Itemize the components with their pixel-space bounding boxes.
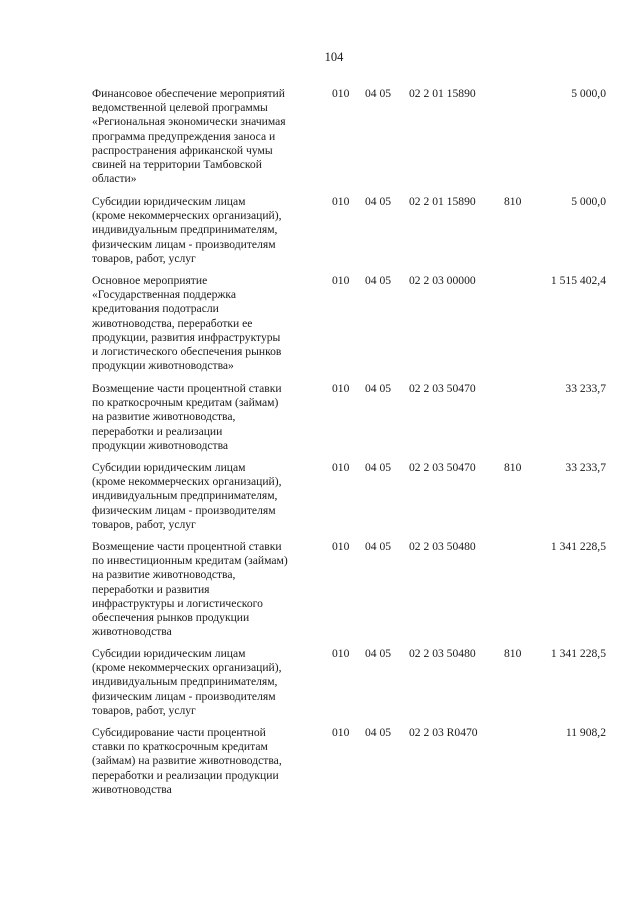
target-article-code: 02 2 03 50470 (409, 382, 476, 395)
row-description: Возмещение части процентной ставки по инвестиционным кредитам (займам) на развитие животноводства, переработки и развития инфраструктуры и логистического обеспечения рынков продукции животноводства (92, 540, 288, 639)
section-code: 04 05 (365, 195, 392, 208)
row-description: Субсидии юридическим лицам (кроме некоммерческих организаций), индивидуальным предпринимателям, физическим лицам - производителям товаров, работ, услуг (92, 647, 282, 717)
row-description: Субсидии юридическим лицам (кроме некоммерческих организаций), индивидуальным предпринимателям, физическим лицам - производителям товаров, работ, услуг (92, 195, 282, 265)
amount-value: 33 233,7 (565, 382, 606, 395)
target-article-code: 02 2 03 R0470 (409, 726, 478, 739)
row-description: Субсидии юридическим лицам (кроме некоммерческих организаций), индивидуальным предпринимателям, физическим лицам - производителям товаров, работ, услуг (92, 461, 282, 531)
expense-type-code: 810 (504, 461, 522, 474)
ministry-code: 010 (332, 87, 350, 100)
amount-value: 33 233,7 (565, 461, 606, 474)
target-article-code: 02 2 03 00000 (409, 274, 476, 287)
section-code: 04 05 (365, 461, 392, 474)
ministry-code: 010 (332, 195, 350, 208)
section-code: 04 05 (365, 382, 392, 395)
amount-value: 1 341 228,5 (550, 540, 606, 553)
ministry-code: 010 (332, 461, 350, 474)
ministry-code: 010 (332, 647, 350, 660)
ministry-code: 010 (332, 726, 350, 739)
target-article-code: 02 2 03 50480 (409, 540, 476, 553)
section-code: 04 05 (365, 274, 392, 287)
target-article-code: 02 2 01 15890 (409, 87, 476, 100)
amount-value: 5 000,0 (571, 195, 606, 208)
row-description: Возмещение части процентной ставки по краткосрочным кредитам (займам) на развитие животноводства, переработки и реализации продукции животноводства (92, 382, 282, 452)
page-number: 104 (324, 50, 344, 64)
expense-type-code: 810 (504, 195, 522, 208)
amount-value: 11 908,2 (565, 726, 606, 739)
section-code: 04 05 (365, 726, 392, 739)
ministry-code: 010 (332, 382, 350, 395)
row-description: Субсидирование части процентной ставки по краткосрочным кредитам (займам) на развитие животноводства, переработки и реализации продукции животноводства (92, 726, 282, 796)
target-article-code: 02 2 03 50480 (409, 647, 476, 660)
amount-value: 5 000,0 (571, 87, 606, 100)
ministry-code: 010 (332, 274, 350, 287)
expense-type-code: 810 (504, 647, 522, 660)
amount-value: 1 515 402,4 (550, 274, 606, 287)
target-article-code: 02 2 01 15890 (409, 195, 476, 208)
row-description: Основное мероприятие «Государственная поддержка кредитования подотрасли животноводства, переработки ее продукции, развития инфраструктуры и логистического обеспечения рынков продукции животноводства» (92, 274, 282, 373)
ministry-code: 010 (332, 540, 350, 553)
target-article-code: 02 2 03 50470 (409, 461, 476, 474)
section-code: 04 05 (365, 87, 392, 100)
section-code: 04 05 (365, 647, 392, 660)
section-code: 04 05 (365, 540, 392, 553)
row-description: Финансовое обеспечение мероприятий ведомственной целевой программы «Региональная экономически значимая программа предупреждения заноса и распространения африканской чумы свиней на территории Тамбовской области» (92, 87, 286, 186)
amount-value: 1 341 228,5 (550, 647, 606, 660)
